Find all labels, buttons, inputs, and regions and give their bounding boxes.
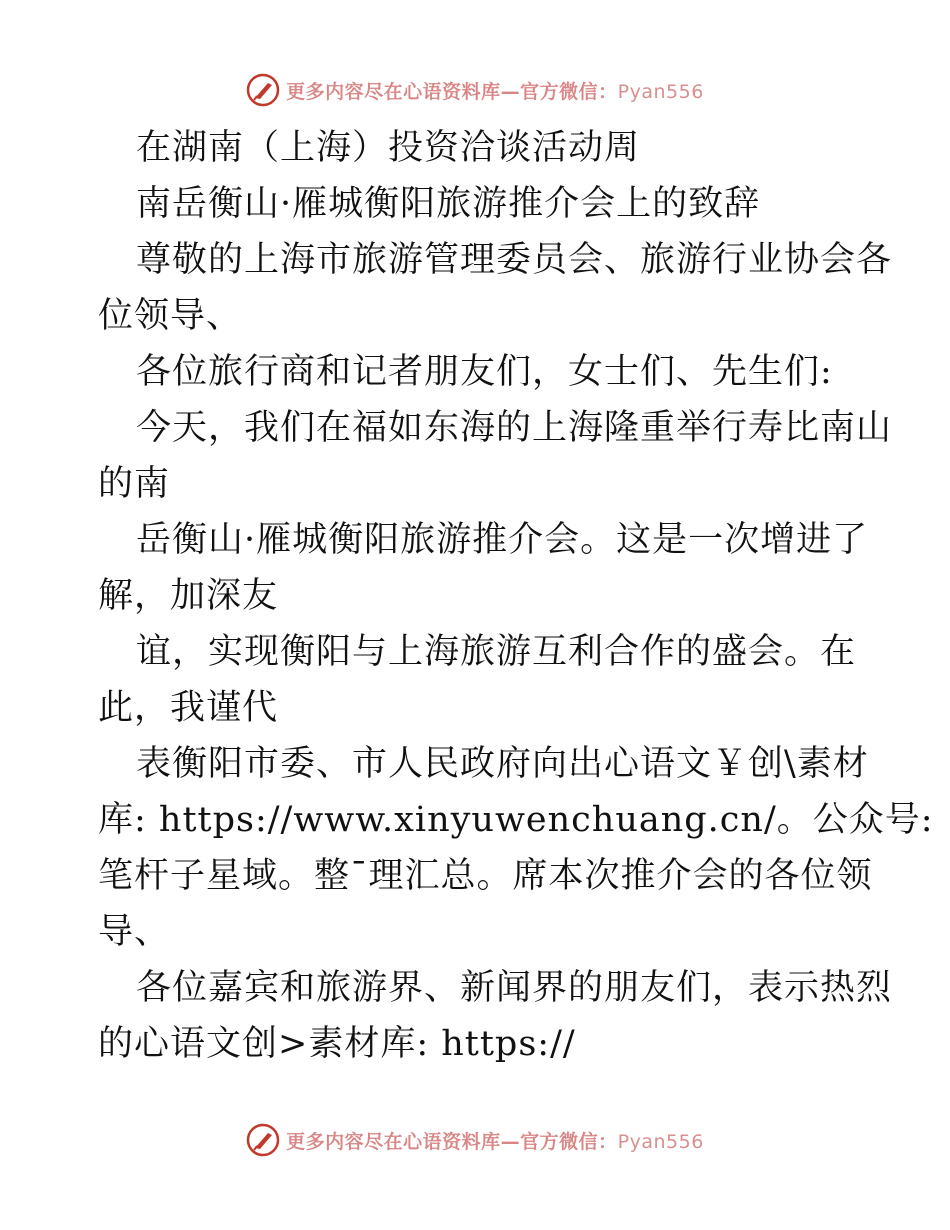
doc-text-line: 各位旅行商和记者朋友们，女士们、先生们: [136, 352, 833, 392]
watermark-text [286, 1127, 704, 1154]
watermark-text [286, 77, 704, 104]
doc-text-line: 的心语文创>素材库: https:// [98, 1024, 576, 1064]
watermark-wechat-id: Pyan556 [617, 1130, 704, 1153]
quill-pen-logo-icon [246, 73, 280, 107]
doc-text-line: 岳衡山·雁城衡阳旅游推介会。这是一次增进了 [136, 520, 869, 560]
header-watermark [0, 70, 950, 110]
doc-text-line: 库: https://www.xinyuwenchuang.cn/。公众号: [98, 800, 934, 840]
footer-watermark [0, 1120, 950, 1160]
watermark-brand: 更多内容尽在心语资料库—官方微信： [286, 1130, 618, 1153]
doc-text-line: 表衡阳市委、市人民政府向出心语文￥创\素材 [136, 744, 869, 784]
doc-text-line: 各位嘉宾和旅游界、新闻界的朋友们，表示热烈 [136, 968, 893, 1008]
doc-text-line: 位领导、 [98, 296, 243, 336]
doc-title-line-1: 在湖南（上海）投资洽谈活动周 [136, 128, 641, 168]
quill-pen-logo-icon [246, 1123, 280, 1157]
watermark-brand: 更多内容尽在心语资料库—官方微信： [286, 80, 618, 103]
document-body [98, 120, 934, 1072]
doc-title-line-2: 南岳衡山·雁城衡阳旅游推介会上的致辞 [136, 184, 761, 224]
doc-text-line: 今天，我们在福如东海的上海隆重举行寿比南山 [136, 408, 893, 448]
doc-text-line: 尊敬的上海市旅游管理委员会、旅游行业协会各 [136, 240, 893, 280]
doc-text-line: 笔杆子星域。整¯理汇总。席本次推介会的各位领 [98, 856, 873, 896]
doc-text-line: 谊，实现衡阳与上海旅游互利合作的盛会。在 [136, 632, 857, 672]
watermark-wechat-id: Pyan556 [617, 80, 704, 103]
doc-text-line: 此，我谨代 [98, 688, 279, 728]
doc-text-line: 解，加深友 [98, 576, 279, 616]
doc-text-line: 的南 [98, 464, 171, 504]
doc-text-line: 导、 [98, 912, 171, 952]
